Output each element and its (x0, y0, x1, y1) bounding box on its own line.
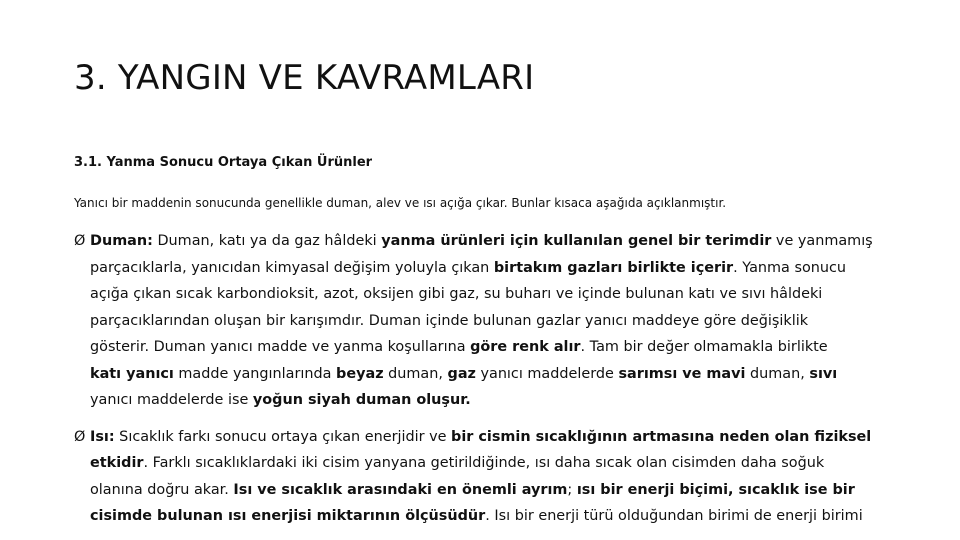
text: . Tam bir değer olmamakla birlikte (580, 339, 828, 355)
bullet-line (74, 228, 894, 255)
bullet-list (74, 228, 894, 530)
bold-text: yoğun siyah duman oluşur. (252, 392, 471, 408)
bold-text: beyaz (336, 365, 384, 382)
intro-paragraph: Yanıcı bir maddenin sonucunda genellikle duman, alev ve ısı açığa çıkar. Bunlar kısaca aşağıda açıklanmıştır. (74, 196, 727, 210)
bold-text: Duman: (90, 233, 153, 249)
text: duman, (745, 365, 810, 382)
bullet-line (74, 255, 894, 282)
bullet-line (74, 361, 894, 388)
bullet-line (74, 503, 894, 530)
bullet-line (74, 424, 894, 451)
bold-text: ısı bir enerji biçimi, sıcaklık ise bir (576, 481, 855, 498)
text: gösterir. Duman yanıcı madde ve yanma koşullarına (90, 339, 471, 355)
text: Duman, katı ya da gaz hâldeki (152, 233, 382, 249)
bold-text: birtakım gazları birlikte içerir (493, 259, 734, 276)
text: açığa çıkan sıcak karbondioksit, azot, oksijen gibi gaz, su buharı ve içinde bulunan katı ve sıvı hâldeki (90, 286, 823, 302)
text: . Isı bir enerji türü olduğundan birimi de enerji birimi (485, 508, 863, 524)
page-title: 3. YANGIN VE KAVRAMLARI (74, 58, 535, 98)
text: parçacıklarla, yanıcıdan kimyasal değişim yoluyla çıkan (90, 259, 494, 276)
text: madde yangınlarında (173, 365, 337, 382)
bold-text: cisimde bulunan ısı enerjisi miktarının ölçüsüdür (90, 508, 486, 524)
arrow-bullet-icon: Ø (74, 233, 86, 249)
text: parçacıklarından oluşan bir karışımdır. Duman içinde bulunan gazlar yanıcı maddeye göre değişiklik (90, 312, 809, 329)
bold-text: göre renk alır (470, 339, 581, 355)
text: Sıcaklık farkı sonucu ortaya çıkan enerjidir ve (114, 428, 452, 445)
bullet-line (74, 477, 894, 504)
bold-text: bir cismin sıcaklığının artmasına neden olan fiziksel (451, 428, 872, 445)
text: yanıcı maddelerde ise (90, 392, 253, 408)
bullet-line (74, 281, 894, 308)
text: duman, (383, 365, 448, 382)
bullet-line (74, 334, 894, 361)
bullet-item (74, 424, 894, 530)
text: yanıcı maddelerde (475, 365, 619, 382)
bullet-line (74, 308, 894, 335)
bold-text: Isı ve sıcaklık arasındaki en önemli ayrım (233, 481, 568, 498)
arrow-bullet-icon: Ø (74, 428, 86, 445)
bold-text: etkidir (90, 455, 144, 471)
bold-text: Isı: (90, 428, 115, 445)
text: ; (567, 481, 577, 498)
text: ve yanmamış (771, 233, 873, 249)
text: olanına doğru akar. (90, 481, 234, 498)
bullet-item (74, 228, 894, 414)
text: . Yanma sonucu (733, 259, 847, 276)
bold-text: katı yanıcı (90, 365, 174, 382)
section-heading: 3.1. Yanma Sonucu Ortaya Çıkan Ürünler (74, 155, 373, 170)
bullet-line (74, 450, 894, 477)
text: . Farklı sıcaklıklardaki iki cisim yanyana getirildiğinde, ısı daha sıcak olan cisimden daha soğuk (143, 455, 825, 471)
bold-text: yanma ürünleri için kullanılan genel bir terimdir (381, 233, 772, 249)
bold-text: sarımsı ve mavi (618, 365, 746, 382)
bold-text: sıvı (809, 365, 838, 382)
bold-text: gaz (447, 365, 476, 382)
bullet-line (74, 387, 894, 414)
